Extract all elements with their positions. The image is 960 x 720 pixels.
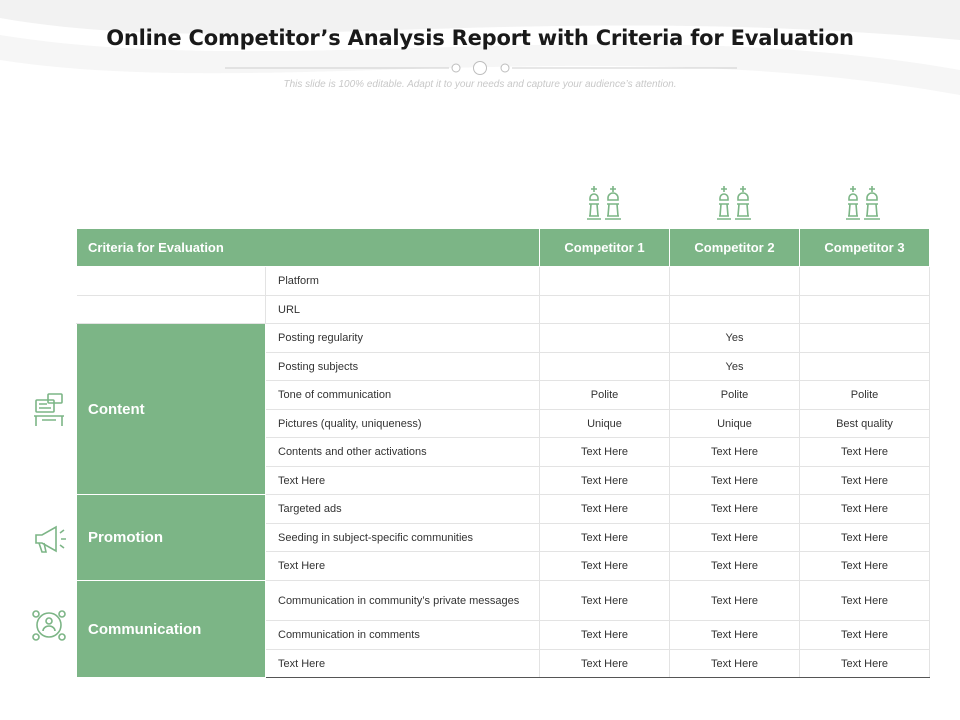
category-communication: Communication <box>77 581 266 678</box>
value-cell: Text Here <box>800 438 930 467</box>
value-cell: Text Here <box>540 581 670 621</box>
value-cell: Text Here <box>800 467 930 495</box>
value-cell: Unique <box>670 410 800 438</box>
header-competitor-2: Competitor 2 <box>670 229 800 267</box>
value-cell <box>800 353 930 381</box>
value-cell: Text Here <box>800 524 930 552</box>
value-cell <box>800 267 930 296</box>
value-cell: Text Here <box>670 495 800 524</box>
value-cell: Text Here <box>670 467 800 495</box>
value-cell: Yes <box>670 353 800 381</box>
value-cell: Text Here <box>670 621 800 650</box>
value-cell: Text Here <box>670 524 800 552</box>
value-cell: Text Here <box>540 621 670 650</box>
value-cell: Text Here <box>670 552 800 581</box>
value-cell: Text Here <box>540 495 670 524</box>
criterion-label: Communication in community’s private messages <box>266 581 540 621</box>
value-cell <box>800 324 930 353</box>
table-row <box>77 296 930 324</box>
chess-pieces-icon <box>581 183 627 223</box>
content-board-icon <box>28 390 70 432</box>
value-cell: Text Here <box>540 467 670 495</box>
value-cell: Text Here <box>800 552 930 581</box>
criterion-label: Seeding in subject-specific communities <box>266 524 540 552</box>
value-cell <box>540 353 670 381</box>
page-title: Online Competitor’s Analysis Report with Criteria for Evaluation <box>106 26 854 50</box>
value-cell <box>670 296 800 324</box>
criterion-label: Tone of communication <box>266 381 540 410</box>
criterion-label: Text Here <box>266 552 540 581</box>
chess-pieces-icon <box>840 183 886 223</box>
value-cell: Text Here <box>800 621 930 650</box>
criterion-label: Contents and other activations <box>266 438 540 467</box>
value-cell <box>540 267 670 296</box>
value-cell: Polite <box>800 381 930 410</box>
category-promotion: Promotion <box>77 495 266 581</box>
value-cell: Yes <box>670 324 800 353</box>
header-competitor-3: Competitor 3 <box>800 229 930 267</box>
value-cell: Text Here <box>800 581 930 621</box>
blank-category-cell <box>77 296 266 324</box>
criterion-label: Platform <box>266 267 540 296</box>
value-cell: Text Here <box>670 650 800 678</box>
page-subtitle: This slide is 100% editable. Adapt it to your needs and capture your audience’s attention. <box>283 79 677 90</box>
value-cell: Polite <box>540 381 670 410</box>
value-cell: Text Here <box>540 650 670 678</box>
chess-pieces-icon <box>711 183 757 223</box>
value-cell: Text Here <box>670 581 800 621</box>
megaphone-icon <box>28 518 70 560</box>
title-divider <box>225 60 737 76</box>
blank-category-cell <box>77 267 266 296</box>
table-row <box>77 324 930 353</box>
value-cell: Text Here <box>670 438 800 467</box>
criterion-label: Posting subjects <box>266 353 540 381</box>
value-cell: Text Here <box>540 524 670 552</box>
value-cell: Text Here <box>800 495 930 524</box>
criterion-label: Posting regularity <box>266 324 540 353</box>
value-cell: Text Here <box>540 438 670 467</box>
header-criteria: Criteria for Evaluation <box>77 229 540 267</box>
criterion-label: Text Here <box>266 467 540 495</box>
value-cell: Text Here <box>540 552 670 581</box>
criterion-label: Communication in comments <box>266 621 540 650</box>
table-row <box>77 581 930 621</box>
value-cell: Unique <box>540 410 670 438</box>
category-content: Content <box>77 324 266 495</box>
table-row <box>77 495 930 524</box>
table-row <box>77 267 930 296</box>
value-cell <box>540 296 670 324</box>
value-cell: Polite <box>670 381 800 410</box>
value-cell: Best quality <box>800 410 930 438</box>
criterion-label: URL <box>266 296 540 324</box>
value-cell <box>540 324 670 353</box>
value-cell <box>670 267 800 296</box>
table-header-row <box>77 229 930 267</box>
value-cell <box>800 296 930 324</box>
criterion-label: Targeted ads <box>266 495 540 524</box>
criterion-label: Pictures (quality, uniqueness) <box>266 410 540 438</box>
header-competitor-1: Competitor 1 <box>540 229 670 267</box>
criterion-label: Text Here <box>266 650 540 678</box>
competitor-analysis-table <box>76 229 930 678</box>
people-network-icon <box>28 604 70 646</box>
value-cell: Text Here <box>800 650 930 678</box>
